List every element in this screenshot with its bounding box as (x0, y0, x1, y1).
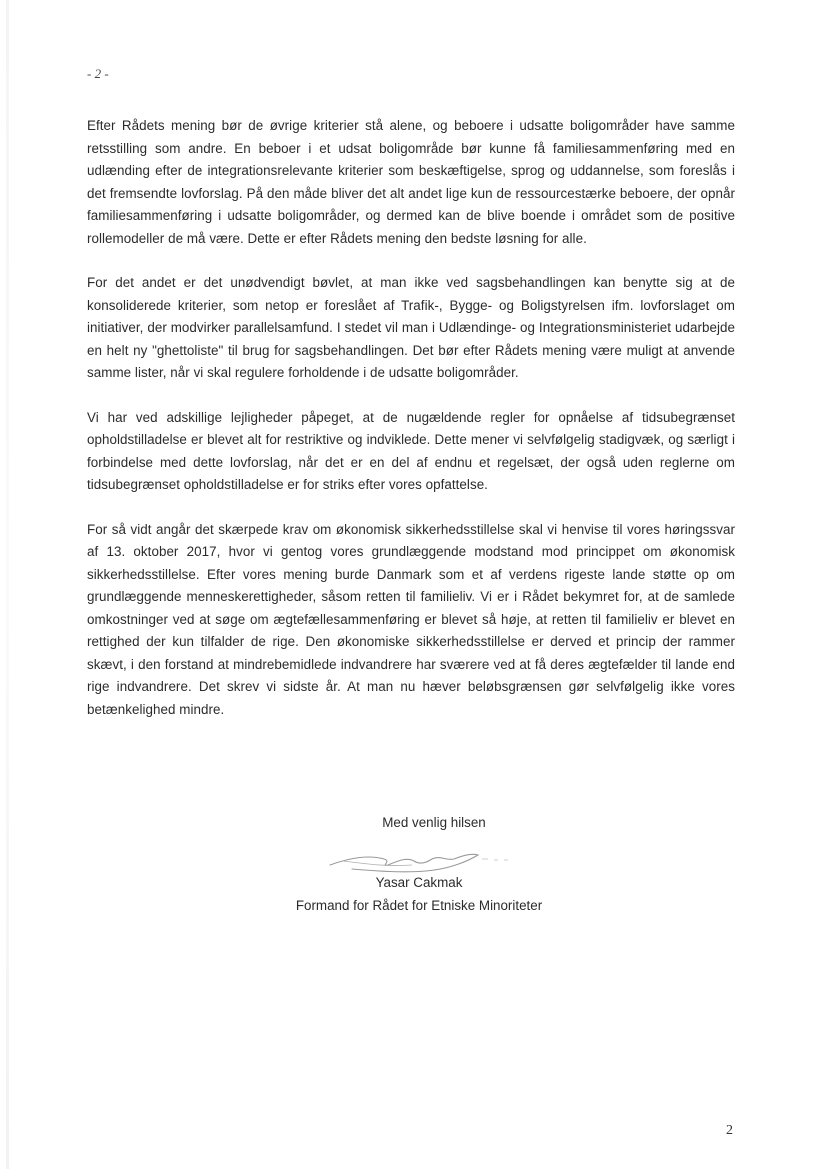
signer-name: Yasar Cakmak (375, 875, 463, 890)
page-number: 2 (726, 1123, 733, 1138)
handwritten-signature (322, 843, 522, 879)
paragraph: Efter Rådets mening bør de øvrige kriterier stå alene, og beboere i udsatte boligområder have samme retsstilling som andre. En beboer i et udsat boligområde bør kunne få familiesammenføring med en udlænding efter de integrationsrelevante kriterier som beskæftigelse, sprog og uddannelse, som foreslås i det fremsendte lovforslag. På den måde bliver det alt andet lige kun de ressourcestærke beboere, der opnår familiesammenføring i udsatte boligområder, og dermed kan de blive boende i området som de positive rollemodeller de må være. Dette er efter Rådets mening den bedste løsning for alle. (87, 118, 735, 246)
letter-body (87, 115, 735, 743)
paragraph: For så vidt angår det skærpede krav om økonomisk sikkerhedsstillelse skal vi henvise til vores høringssvar af 13. oktober 2017, hvor vi gentog vores grundlæggende modstand mod princippet om økonomisk sikkerhedsstillelse. Efter vores mening burde Danmark som et af verdens rigeste lande støtte op om grundlæggende menneskerettigheder, såsom retten til familieliv. Vi er i Rådet bekymret for, at de samlede omkostninger ved at søge om ægtefællesammenføring er blevet så høje, at retten til familieliv er blevet en rettighed der kun tilfalder de rige. Den økonomiske sikkerhedsstillelse er derved et princip der rammer skævt, i den forstand at mindrebemidlede indvandrere har sværere ved at få deres ægtefælder til lande end rige indvandrere. Det skrev vi sidste år. At man nu hæver beløbsgrænsen gør selvfølgelig ikke vores betænkelighed mindre. (87, 521, 735, 717)
paragraph: For det andet er det unødvendigt bøvlet, at man ikke ved sagsbehandlingen kan benytte sig at de konsoliderede kriterier, som netop er foreslået af Trafik-, Bygge- og Boligstyrelsen ifm. lovforslaget om initiativer, der modvirker parallelsamfund. I stedet vil man i Udlændinge- og Integrationsministeriet udarbejde en helt ny "ghettoliste" til brug for sagsbehandlingen. Det bør efter Rådets mening være muligt at anvende samme lister, når vi skal regulere forholdende i de udsatte boligområder. (87, 275, 735, 380)
salutation: Med venlig hilsen (382, 815, 486, 830)
page-marker: - 2 - (87, 66, 109, 81)
scan-edge (6, 0, 9, 1169)
signer-title: Formand for Rådet for Etniske Minoriteter (295, 898, 543, 913)
paragraph: Vi har ved adskillige lejligheder påpeget, at de nugældende regler for opnåelse af tidsubegrænset opholdstilladelse er blevet alt for restriktive og indviklede. Dette mener vi selvfølgelig stadigvæk, og særligt i forbindelse med dette lovforslag, når det er en del af endnu et regelsæt, der også uden reglerne om tidsubegrænset opholdstilladelse er for striks efter vores opfattelse. (87, 409, 735, 492)
